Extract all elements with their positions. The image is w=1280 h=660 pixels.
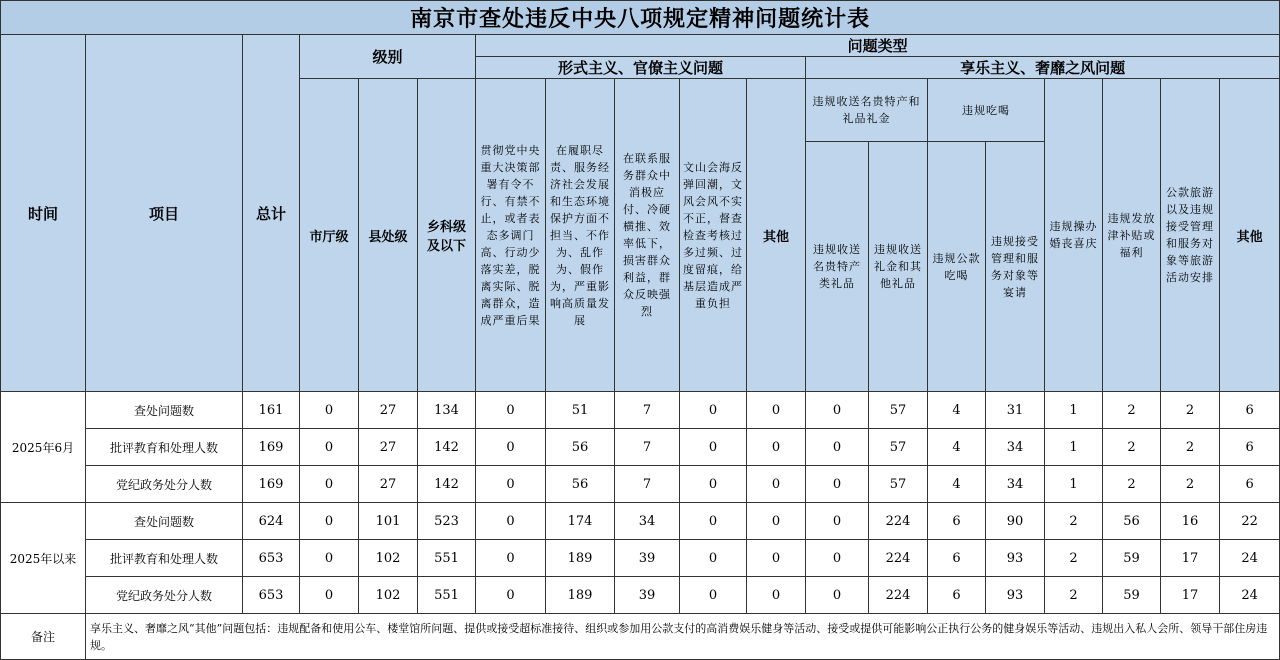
cell-value: 2: [1161, 392, 1220, 429]
cell-value: 34: [615, 503, 680, 540]
cell-value: 653: [243, 540, 300, 577]
cell-value: 2: [1045, 577, 1103, 614]
header-total: 总计: [243, 35, 300, 392]
cell-value: 134: [418, 392, 476, 429]
cell-value: 0: [806, 577, 869, 614]
cell-value: 57: [869, 429, 928, 466]
cell-value: 102: [359, 577, 418, 614]
row-item-label: 查处问题数: [86, 503, 243, 540]
cell-value: 0: [747, 429, 806, 466]
cell-value: 4: [928, 429, 986, 466]
cell-value: 0: [806, 540, 869, 577]
formalism-col-other: 其他: [747, 79, 806, 392]
cell-value: 27: [359, 392, 418, 429]
cell-value: 0: [806, 466, 869, 503]
cell-value: 34: [986, 429, 1045, 466]
cell-value: 0: [747, 392, 806, 429]
cell-value: 39: [615, 540, 680, 577]
cell-value: 551: [418, 577, 476, 614]
cell-value: 6: [928, 503, 986, 540]
table-row: [1, 577, 1280, 614]
data-body: [1, 392, 1280, 614]
formalism-col-1: 贯彻党中央重大决策部署有令不行、有禁不止，或者表态多调门高、行动少落实差，脱离实际、脱离群众，造成严重后果: [476, 79, 546, 392]
table-row: [1, 540, 1280, 577]
cell-value: 2: [1103, 466, 1161, 503]
header-problem-type: 问题类型: [476, 35, 1280, 57]
cell-value: 0: [300, 429, 359, 466]
cell-value: 0: [806, 429, 869, 466]
cell-value: 6: [928, 577, 986, 614]
gift-group-header: 违规收送名贵特产和礼品礼金: [806, 79, 928, 142]
cell-value: 7: [615, 466, 680, 503]
cell-value: 90: [986, 503, 1045, 540]
table-row: [1, 503, 1280, 540]
cell-value: 2: [1045, 540, 1103, 577]
cell-value: 169: [243, 466, 300, 503]
cell-value: 0: [680, 392, 747, 429]
gift-col-cash: 违规收送礼金和其他礼品: [869, 142, 928, 392]
cell-value: 6: [1220, 466, 1280, 503]
cell-value: 2: [1161, 429, 1220, 466]
cell-value: 0: [680, 577, 747, 614]
table-row: [1, 429, 1280, 466]
cell-value: 34: [986, 466, 1045, 503]
cell-value: 6: [1220, 392, 1280, 429]
hedonism-col-travel: 公款旅游以及违规接受管理和服务对象等旅游活动安排: [1161, 79, 1220, 392]
cell-value: 551: [418, 540, 476, 577]
level-township: 乡科级及以下: [418, 79, 476, 392]
cell-value: 27: [359, 466, 418, 503]
cell-value: 27: [359, 429, 418, 466]
cell-value: 0: [300, 392, 359, 429]
hedonism-col-wedding: 违规操办婚丧喜庆: [1045, 79, 1103, 392]
cell-value: 224: [869, 503, 928, 540]
cell-value: 2: [1103, 392, 1161, 429]
dining-col-public: 违规公款吃喝: [928, 142, 986, 392]
cell-value: 161: [243, 392, 300, 429]
cell-value: 189: [546, 577, 615, 614]
cell-value: 0: [476, 429, 546, 466]
cell-value: 6: [1220, 429, 1280, 466]
row-item-label: 党纪政务处分人数: [86, 466, 243, 503]
cell-value: 1: [1045, 429, 1103, 466]
cell-value: 0: [300, 540, 359, 577]
cell-value: 0: [680, 503, 747, 540]
cell-value: 7: [615, 392, 680, 429]
gift-col-specialty: 违规收送名贵特产类礼品: [806, 142, 869, 392]
cell-value: 0: [300, 577, 359, 614]
cell-value: 142: [418, 466, 476, 503]
cell-value: 7: [615, 429, 680, 466]
cell-value: 17: [1161, 577, 1220, 614]
cell-value: 0: [806, 503, 869, 540]
cell-value: 1: [1045, 392, 1103, 429]
cell-value: 51: [546, 392, 615, 429]
cell-value: 16: [1161, 503, 1220, 540]
table-title: 南京市查处违反中央八项规定精神问题统计表: [1, 1, 1280, 35]
cell-value: 57: [869, 392, 928, 429]
header-time: 时间: [1, 35, 86, 392]
header-hedonism: 享乐主义、奢靡之风问题: [806, 57, 1280, 79]
hedonism-col-subsidy: 违规发放津补贴或福利: [1103, 79, 1161, 392]
cell-value: 102: [359, 540, 418, 577]
cell-value: 224: [869, 577, 928, 614]
header-formalism: 形式主义、官僚主义问题: [476, 57, 806, 79]
cell-value: 93: [986, 540, 1045, 577]
dining-col-banquet: 违规接受管理和服务对象等宴请: [986, 142, 1045, 392]
formalism-col-4: 文山会海反弹回潮，文风会风不实不正，督查检查考核过多过频、过度留痕，给基层造成严重负担: [680, 79, 747, 392]
cell-value: 0: [747, 503, 806, 540]
cell-value: 17: [1161, 540, 1220, 577]
cell-value: 6: [928, 540, 986, 577]
cell-value: 101: [359, 503, 418, 540]
note-text: 享乐主义、奢靡之风“其他”问题包括：违规配备和使用公车、楼堂馆所问题、提供或接受超标准接待、组织或参加用公款支付的高消费娱乐健身等活动、接受或提供可能影响公正执行公务的健身娱乐等活动、违规出入私人会所、领导干部住房违规。: [86, 614, 1280, 660]
level-city: 市厅级: [300, 79, 359, 392]
table-row: [1, 466, 1280, 503]
cell-value: 189: [546, 540, 615, 577]
cell-value: 22: [1220, 503, 1280, 540]
cell-value: 4: [928, 392, 986, 429]
cell-value: 1: [1045, 466, 1103, 503]
cell-value: 39: [615, 577, 680, 614]
cell-value: 224: [869, 540, 928, 577]
cell-value: 24: [1220, 577, 1280, 614]
cell-value: 624: [243, 503, 300, 540]
cell-value: 0: [476, 392, 546, 429]
row-item-label: 批评教育和处理人数: [86, 540, 243, 577]
header-item: 项目: [86, 35, 243, 392]
cell-value: 31: [986, 392, 1045, 429]
cell-value: 57: [869, 466, 928, 503]
cell-value: 0: [300, 466, 359, 503]
cell-value: 0: [680, 466, 747, 503]
cell-value: 0: [476, 540, 546, 577]
cell-value: 0: [680, 429, 747, 466]
cell-value: 523: [418, 503, 476, 540]
cell-value: 93: [986, 577, 1045, 614]
cell-value: 0: [476, 503, 546, 540]
formalism-col-2: 在履职尽责、服务经济社会发展和生态环境保护方面不担当、不作为、乱作为、假作为，严重影响高质量发展: [546, 79, 615, 392]
row-item-label: 党纪政务处分人数: [86, 577, 243, 614]
cell-value: 56: [546, 466, 615, 503]
row-item-label: 查处问题数: [86, 392, 243, 429]
cell-value: 653: [243, 577, 300, 614]
cell-value: 169: [243, 429, 300, 466]
formalism-col-3: 在联系服务群众中消极应付、冷硬横推、效率低下，损害群众利益，群众反映强烈: [615, 79, 680, 392]
cell-value: 56: [546, 429, 615, 466]
cell-value: 0: [747, 540, 806, 577]
cell-value: 0: [747, 577, 806, 614]
cell-value: 59: [1103, 540, 1161, 577]
cell-value: 0: [680, 540, 747, 577]
cell-value: 0: [476, 577, 546, 614]
cell-value: 0: [300, 503, 359, 540]
cell-value: 2: [1103, 429, 1161, 466]
row-item-label: 批评教育和处理人数: [86, 429, 243, 466]
cell-value: 4: [928, 466, 986, 503]
level-county: 县处级: [359, 79, 418, 392]
cell-value: 142: [418, 429, 476, 466]
cell-value: 0: [747, 466, 806, 503]
cell-value: 174: [546, 503, 615, 540]
note-label: 备注: [1, 614, 86, 660]
cell-value: 59: [1103, 577, 1161, 614]
table-row: [1, 392, 1280, 429]
dining-group-header: 违规吃喝: [928, 79, 1045, 142]
cell-value: 56: [1103, 503, 1161, 540]
cell-value: 2: [1161, 466, 1220, 503]
hedonism-col-other: 其他: [1220, 79, 1280, 392]
cell-value: 0: [476, 466, 546, 503]
row-group-time: 2025年6月: [1, 392, 86, 503]
row-group-time: 2025年以来: [1, 503, 86, 614]
cell-value: 2: [1045, 503, 1103, 540]
cell-value: 24: [1220, 540, 1280, 577]
cell-value: 0: [806, 392, 869, 429]
header-level: 级别: [300, 35, 476, 79]
